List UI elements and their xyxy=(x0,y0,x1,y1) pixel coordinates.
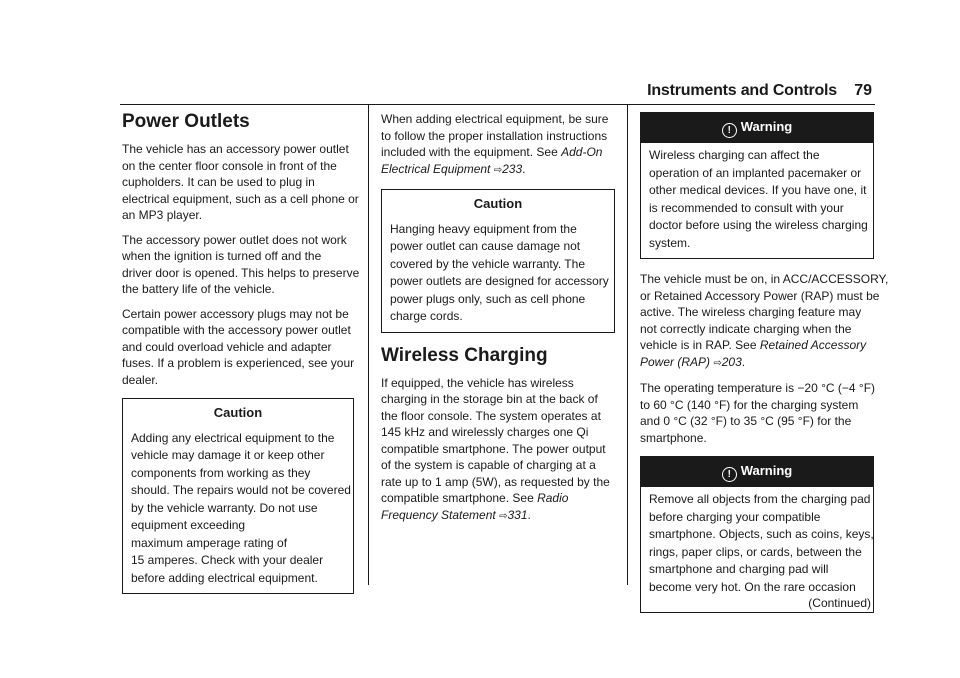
heading-power-outlets: Power Outlets xyxy=(122,111,250,132)
cross-reference-link[interactable]: Power (RAP) xyxy=(640,354,711,369)
warning-header xyxy=(641,457,873,487)
text-line: power outlets are designed for accessory xyxy=(390,274,609,288)
warning-body xyxy=(641,487,873,596)
page-header xyxy=(0,82,960,104)
text-line: other medical devices. If you have one, it xyxy=(649,183,867,197)
text-line: compatible with the accessory power outlet xyxy=(122,323,351,337)
text-line: compatible smartphone. The power output xyxy=(381,441,606,456)
text-line: rings, paper clips, or cards, between the xyxy=(649,544,862,559)
warning-icon: ! xyxy=(722,123,737,138)
caution-box xyxy=(381,189,615,333)
text-line: Hanging heavy equipment from the xyxy=(390,221,577,236)
text-line: 145 kHz and wirelessly charges one Qi xyxy=(381,425,589,439)
text-line: maximum amperage rating of xyxy=(131,535,288,550)
text-line: Remove all objects from the charging pad xyxy=(649,492,871,506)
text-line: smartphone. xyxy=(640,430,707,445)
cross-reference-link[interactable]: Retained Accessory xyxy=(759,338,867,352)
text-segment: included with the equipment. See xyxy=(381,145,562,159)
cross-reference-link[interactable]: Frequency Statement xyxy=(381,507,496,522)
caution-body xyxy=(382,217,614,332)
text-line: power plugs only, such as cell phone xyxy=(390,291,586,306)
text-line: power outlet can cause damage not xyxy=(390,239,581,253)
column-2 xyxy=(381,111,617,533)
text-line: not correctly indicate charging when the xyxy=(640,321,852,336)
page-ref-number[interactable]: 203 xyxy=(721,354,742,369)
caution-body xyxy=(123,426,353,594)
warning-body xyxy=(641,143,873,258)
text-line: Wireless charging can affect the xyxy=(649,148,820,162)
text-segment: . xyxy=(741,354,746,369)
text-line: operation of an implanted pacemaker or xyxy=(649,165,862,180)
text-line: The operating temperature is −20 °C (−4 °F) xyxy=(640,381,876,395)
text-segment: compatible smartphone. See xyxy=(381,491,538,505)
cross-reference-link[interactable]: Electrical Equipment xyxy=(381,161,491,176)
text-line: by the vehicle warranty. Do not use xyxy=(131,500,318,515)
text-line xyxy=(640,355,745,369)
text-line: The vehicle has an accessory power outlet xyxy=(122,142,349,156)
text-line: should. The repairs would not be covered xyxy=(131,483,351,497)
column-3 xyxy=(640,111,889,613)
text-line: active. The wireless charging feature may xyxy=(640,305,862,319)
paragraph xyxy=(640,271,889,372)
page-ref-number[interactable]: 233 xyxy=(502,161,523,176)
text-line: to 60 °C (140 °F) for the charging system xyxy=(640,397,859,412)
text-line: vehicle may damage it or keep other xyxy=(131,448,325,462)
text-line: on the center floor console in front of the xyxy=(122,158,337,173)
page-ref-arrow-icon: ⇨ xyxy=(713,357,722,369)
text-line xyxy=(381,508,531,522)
text-line: doctor before using the wireless charging xyxy=(649,218,868,232)
text-line: cupholders. It can be used to plug in xyxy=(122,175,315,189)
text-line xyxy=(640,338,866,352)
page-ref-number[interactable]: 331 xyxy=(507,507,528,522)
cross-reference-link[interactable]: Radio xyxy=(537,491,569,505)
text-line: is recommended to consult with your xyxy=(649,200,844,215)
text-line: the floor console. The system operates at xyxy=(381,408,601,423)
warning-icon: ! xyxy=(722,467,737,482)
text-line: and 0 °C (32 °F) to 35 °C (95 °F) for the xyxy=(640,414,852,428)
text-line: smartphone and charging pad will xyxy=(649,562,829,576)
text-line xyxy=(381,162,526,176)
page-number: 79 xyxy=(854,82,872,99)
text-line: become very hot. On the rare occasion xyxy=(649,579,856,594)
column-divider-2 xyxy=(627,105,628,585)
text-line xyxy=(381,145,602,159)
text-line: before adding electrical equipment. xyxy=(131,570,318,585)
section-title: Instruments and Controls xyxy=(647,82,837,99)
text-line: when the ignition is turned off and the xyxy=(122,249,322,263)
cross-reference-link[interactable]: Add-On xyxy=(561,145,603,159)
text-line xyxy=(381,491,568,505)
paragraph xyxy=(122,232,358,298)
column-1 xyxy=(122,111,358,606)
column-divider-1 xyxy=(368,105,369,585)
text-line: Certain power accessory plugs may not be xyxy=(122,306,349,321)
text-line: of the system is capable of charging at a xyxy=(381,458,596,472)
page-ref-arrow-icon: ⇨ xyxy=(493,164,503,176)
warning-title: Warning xyxy=(740,119,793,134)
text-segment: . xyxy=(527,507,531,522)
text-segment: vehicle is in RAP. See xyxy=(640,338,760,352)
text-line: an MP3 player. xyxy=(122,208,203,222)
warning-header xyxy=(641,113,873,143)
text-line: The vehicle must be on, in ACC/ACCESSORY, xyxy=(640,272,889,286)
text-line: Adding any electrical equipment to the xyxy=(131,430,335,445)
warning-box xyxy=(640,112,874,259)
text-line: If equipped, the vehicle has wireless xyxy=(381,375,574,390)
paragraph xyxy=(122,141,358,224)
text-line: smartphone. Objects, such as coins, keys, xyxy=(649,527,874,541)
paragraph xyxy=(640,380,876,446)
heading-wireless-charging: Wireless Charging xyxy=(381,344,548,366)
warning-box xyxy=(640,456,874,613)
text-line: rate up to 1 amp (5W), as requested by the xyxy=(381,474,610,489)
continued-label: (Continued) xyxy=(808,596,871,610)
text-line: fuses. If a problem is experienced, see your xyxy=(122,356,355,370)
caution-title: Caution xyxy=(213,405,263,420)
text-line: covered by the vehicle warranty. The xyxy=(390,256,585,271)
text-line: equipment exceeding xyxy=(131,518,246,532)
text-line: or Retained Accessory Power (RAP) must be xyxy=(640,288,880,303)
page-ref-arrow-icon: ⇨ xyxy=(499,510,508,522)
text-line: to follow the proper installation instructions xyxy=(381,128,608,143)
text-line: When adding electrical equipment, be sure xyxy=(381,112,609,126)
caution-box xyxy=(122,398,354,594)
text-line: components from working as they xyxy=(131,465,311,480)
paragraph xyxy=(381,375,617,526)
text-line: charge cords. xyxy=(390,309,463,323)
text-line: dealer. xyxy=(122,372,159,387)
text-line: electrical equipment, such as a cell phone or xyxy=(122,191,359,206)
text-line: system. xyxy=(649,235,691,250)
text-segment: . xyxy=(522,161,526,176)
caution-title: Caution xyxy=(473,196,523,211)
text-line: charging in the storage bin at the back of xyxy=(381,392,598,406)
text-line: driver door is opened. This helps to preserve xyxy=(122,265,360,280)
header-rule xyxy=(120,104,875,105)
text-line: 15 amperes. Check with your dealer xyxy=(131,553,324,567)
text-line: The accessory power outlet does not work xyxy=(122,232,347,247)
paragraph xyxy=(381,111,617,179)
text-line: and could overload vehicle and adapter xyxy=(122,339,332,354)
text-line: the battery life of the vehicle. xyxy=(122,282,275,296)
warning-title: Warning xyxy=(740,463,793,478)
paragraph xyxy=(122,306,358,389)
text-line: before charging your compatible xyxy=(649,509,821,524)
